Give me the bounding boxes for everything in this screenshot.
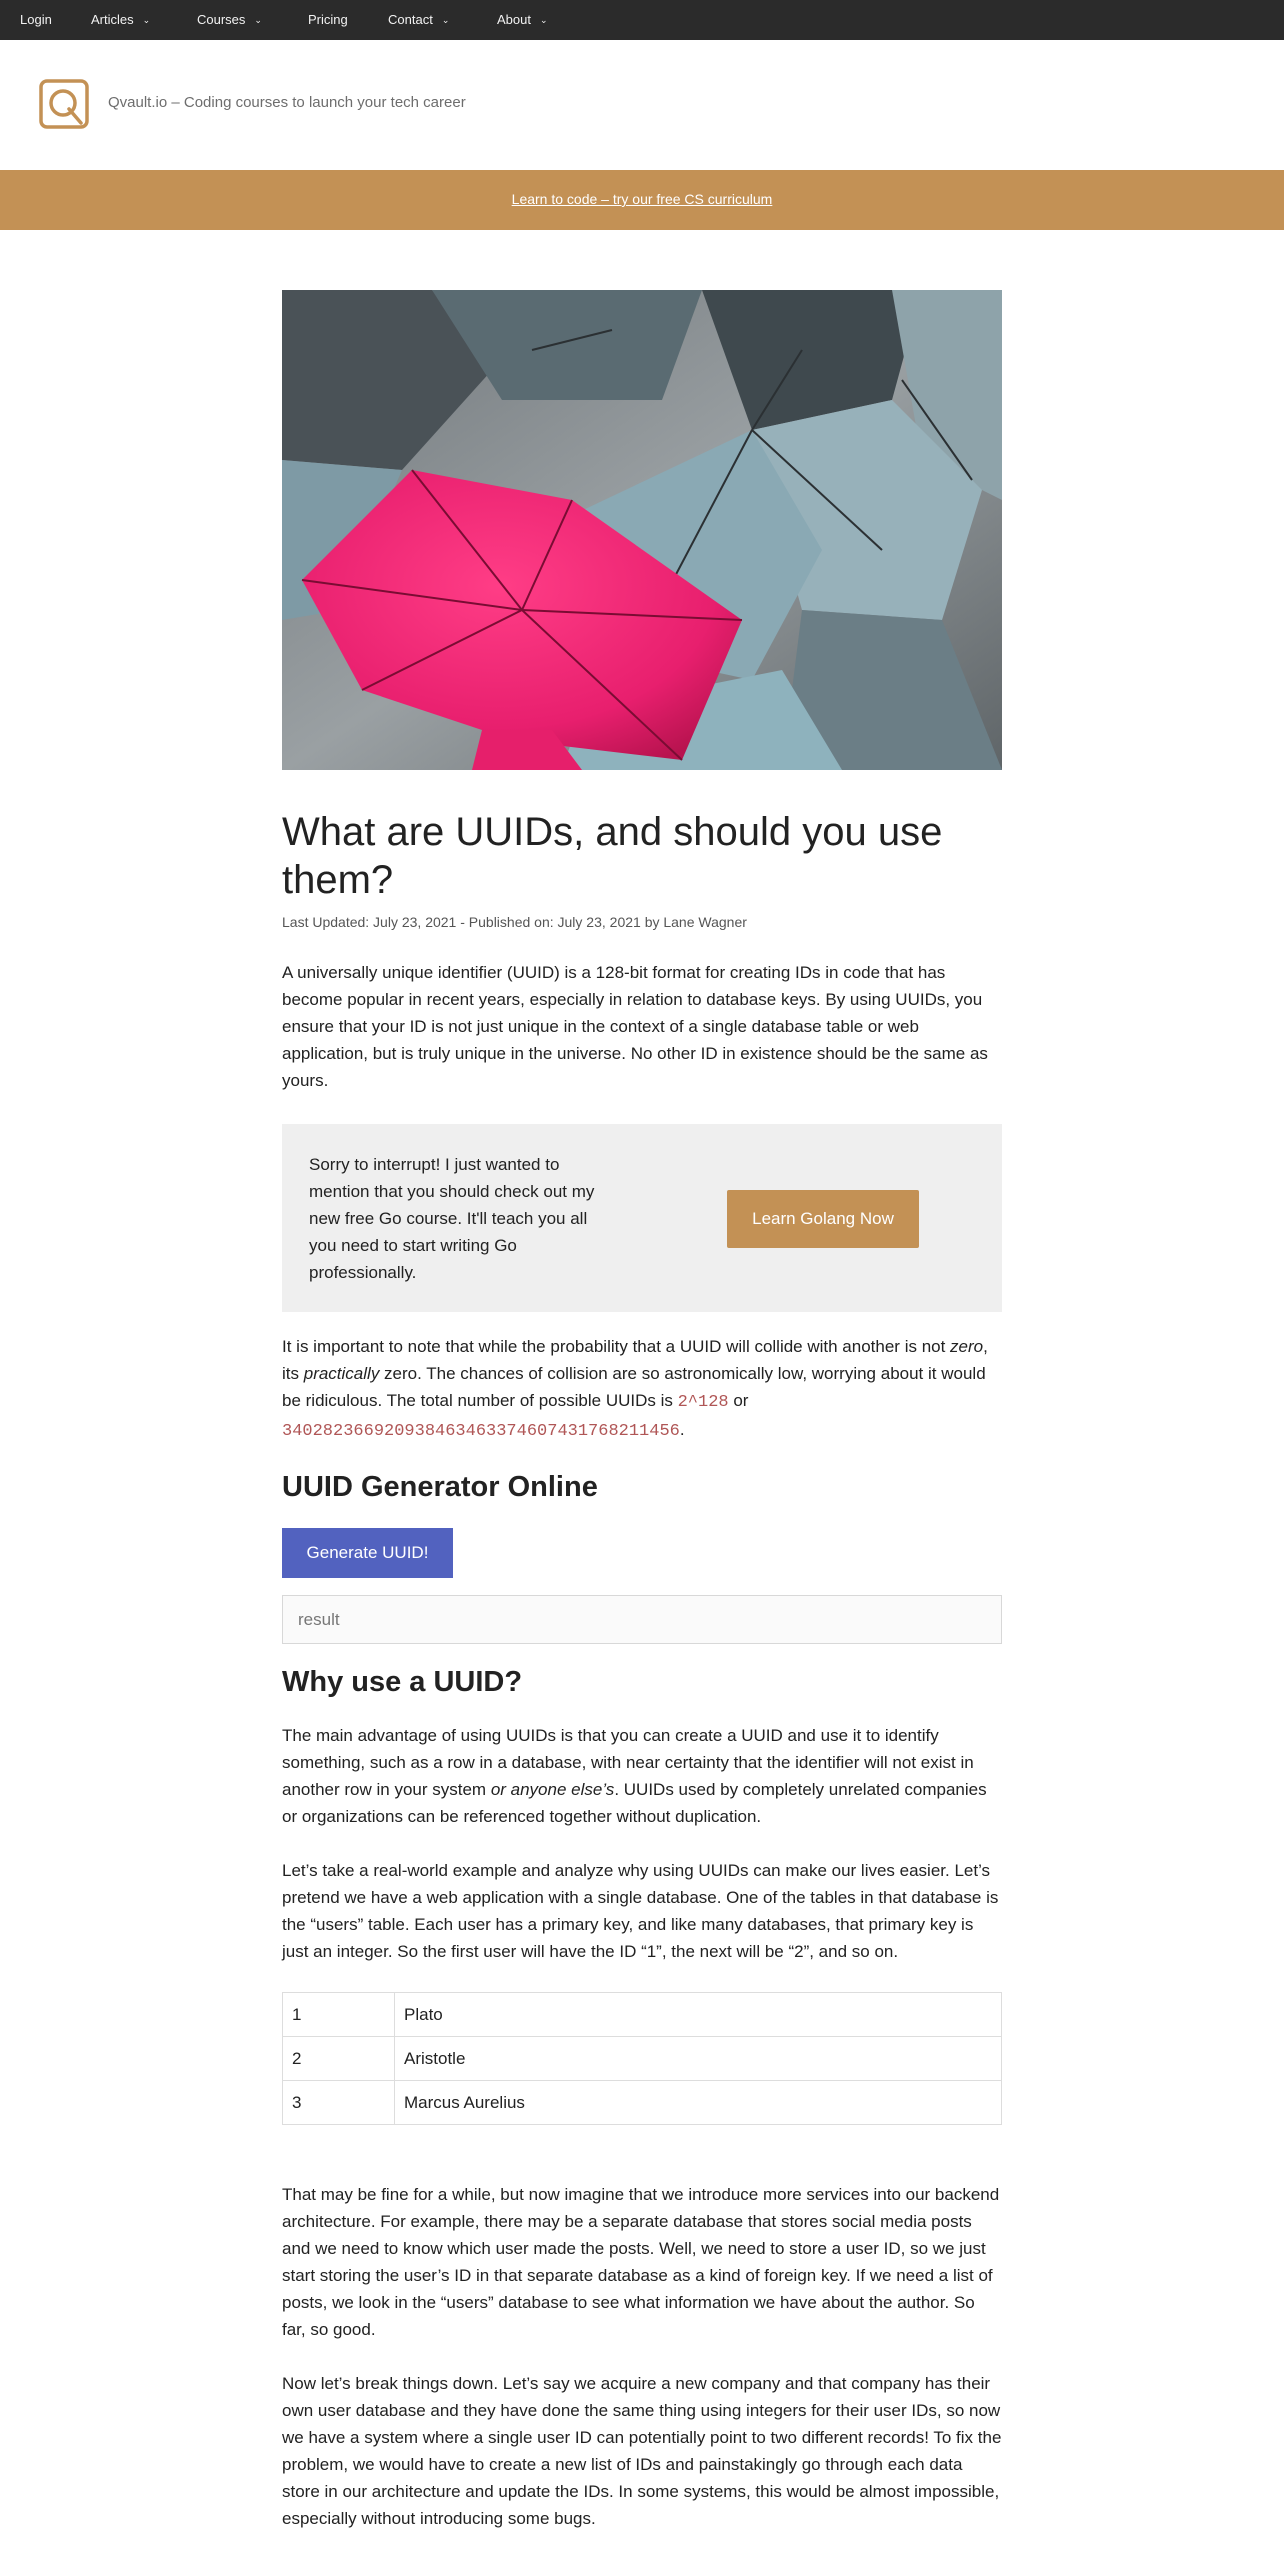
intro-paragraph: A universally unique identifier (UUID) is a 128-bit format for creating IDs in code that has become popular in recent years, especially in relation to database keys. By using UUIDs, you ensure that your ID is not just unique in the context of a single database table or web application, but is truly unique in the universe. No other ID in existence should be the same as yours. — [282, 963, 988, 1090]
nav-about[interactable] — [497, 0, 548, 40]
nav-contact-label: Contact — [388, 12, 433, 27]
why-text-1: The main advantage of using UUIDs is that you can create a UUID and use it to identify something, such as a row in a database, with near certainty that the identifier will not exist in another row in your system — [282, 1726, 974, 1799]
nav-login[interactable]: Login — [20, 12, 52, 27]
nav-contact[interactable] — [388, 0, 449, 40]
nav-articles[interactable] — [91, 0, 150, 40]
nav-about-label: About — [497, 12, 531, 27]
why-paragraph-1 — [282, 1722, 1002, 1830]
table-row — [283, 2037, 1002, 2081]
chevron-down-icon: ⌄ — [441, 15, 450, 25]
collision-paragraph — [282, 1333, 1002, 1445]
promo-link[interactable]: Learn to code – try our free CS curriculum — [511, 191, 773, 207]
user-name-cell: Marcus Aurelius — [395, 2081, 1002, 2125]
table-row — [283, 2081, 1002, 2125]
user-id-cell: 3 — [283, 2081, 395, 2125]
ad-text: Sorry to interrupt! I just wanted to mention that you should check out my new free Go course. It'll teach you all you need to start writing Go professionally. — [309, 1155, 595, 1282]
code-uuid-count: 340282366920938463463374607431768211456 — [282, 1422, 680, 1441]
user-name-cell: Aristotle — [395, 2037, 1002, 2081]
backend-paragraph: That may be fine for a while, but now imagine that we introduce more services into our backend architecture. For example, there may be a separate database that stores social media posts and we need to know which user made the posts. Well, we need to store a user ID, so we just start storing the user’s ID in that separate database as a kind of foreign key. If we need a list of posts, we look in the “users” database to see what information we have about the author. So far, so good. — [282, 2185, 1000, 2339]
nav-pricing[interactable]: Pricing — [308, 12, 348, 27]
users-table — [282, 1992, 1002, 2125]
top-nav — [0, 0, 1284, 40]
user-id-cell: 1 — [283, 1993, 395, 2037]
code-2-power-128: 2^128 — [677, 1393, 729, 1412]
collision-em-zero: zero — [950, 1337, 984, 1356]
why-paragraph-2: Let’s take a real-world example and analyze why using UUIDs can make our lives easier. Let’s pretend we have a web application with a single database. One of the tables in that database is the “users” table. Each user has a primary key, and like many databases, that primary key is just an integer. So the first user will have the ID “1”, the next will be “2”, and so on. — [282, 1861, 999, 1961]
why-text-2: . UUIDs used by completely unrelated companies or organizations can be referenced together without duplication. — [282, 1780, 987, 1826]
why-em: or anyone else’s — [490, 1780, 615, 1799]
learn-golang-button[interactable]: Learn Golang Now — [727, 1190, 919, 1248]
article-content — [282, 290, 1002, 2532]
site-tagline: Qvault.io – Coding courses to launch your tech career — [108, 94, 466, 111]
chevron-down-icon: ⌄ — [142, 15, 151, 25]
chevron-down-icon: ⌄ — [254, 15, 262, 25]
article-meta: Last Updated: July 23, 2021 - Published on: July 23, 2021 by Lane Wagner — [282, 914, 747, 930]
hero-umbrellas-image — [282, 290, 1002, 770]
collision-em-practically: practically — [303, 1364, 380, 1383]
collision-text-4: or — [728, 1391, 749, 1410]
generator-heading: UUID Generator Online — [282, 1471, 598, 1503]
chevron-down-icon: ⌄ — [539, 15, 548, 25]
user-name-cell: Plato — [395, 1993, 1002, 2037]
collision-text-3: zero. The chances of collision are so astronomically low, worrying about it would be ridiculous. The total number of possible UUIDs is — [282, 1364, 986, 1410]
table-row — [283, 1993, 1002, 2037]
qvault-logo-icon[interactable] — [38, 78, 90, 130]
nav-articles-label: Articles — [91, 12, 134, 27]
collision-text-1: It is important to note that while the probability that a UUID will collide with another is not — [282, 1337, 951, 1356]
break-things-paragraph: Now let’s break things down. Let’s say we acquire a new company and that company has their own user database and they have done the same thing using integers for their user IDs, so now we have a system where a single user ID can potentially point to two different records! To fix the problem, we would have to create a new list of IDs and painstakingly go through each data store in our architecture and update the IDs. In some systems, this would be almost impossible, especially without introducing some bugs. — [282, 2374, 1002, 2528]
nav-courses[interactable] — [197, 0, 262, 40]
user-id-cell: 2 — [283, 2037, 395, 2081]
site-header — [0, 40, 1284, 170]
uuid-result-input[interactable] — [282, 1595, 1002, 1644]
why-heading: Why use a UUID? — [282, 1666, 523, 1698]
nav-courses-label: Courses — [197, 12, 246, 27]
promo-banner — [0, 170, 1284, 230]
article-title: What are UUIDs, and should you use them? — [282, 810, 943, 902]
generate-uuid-button[interactable]: Generate UUID! — [282, 1528, 453, 1578]
collision-text-5: . — [679, 1420, 685, 1439]
course-ad-box — [282, 1124, 1002, 1312]
collision-text-2: , its — [282, 1337, 988, 1383]
